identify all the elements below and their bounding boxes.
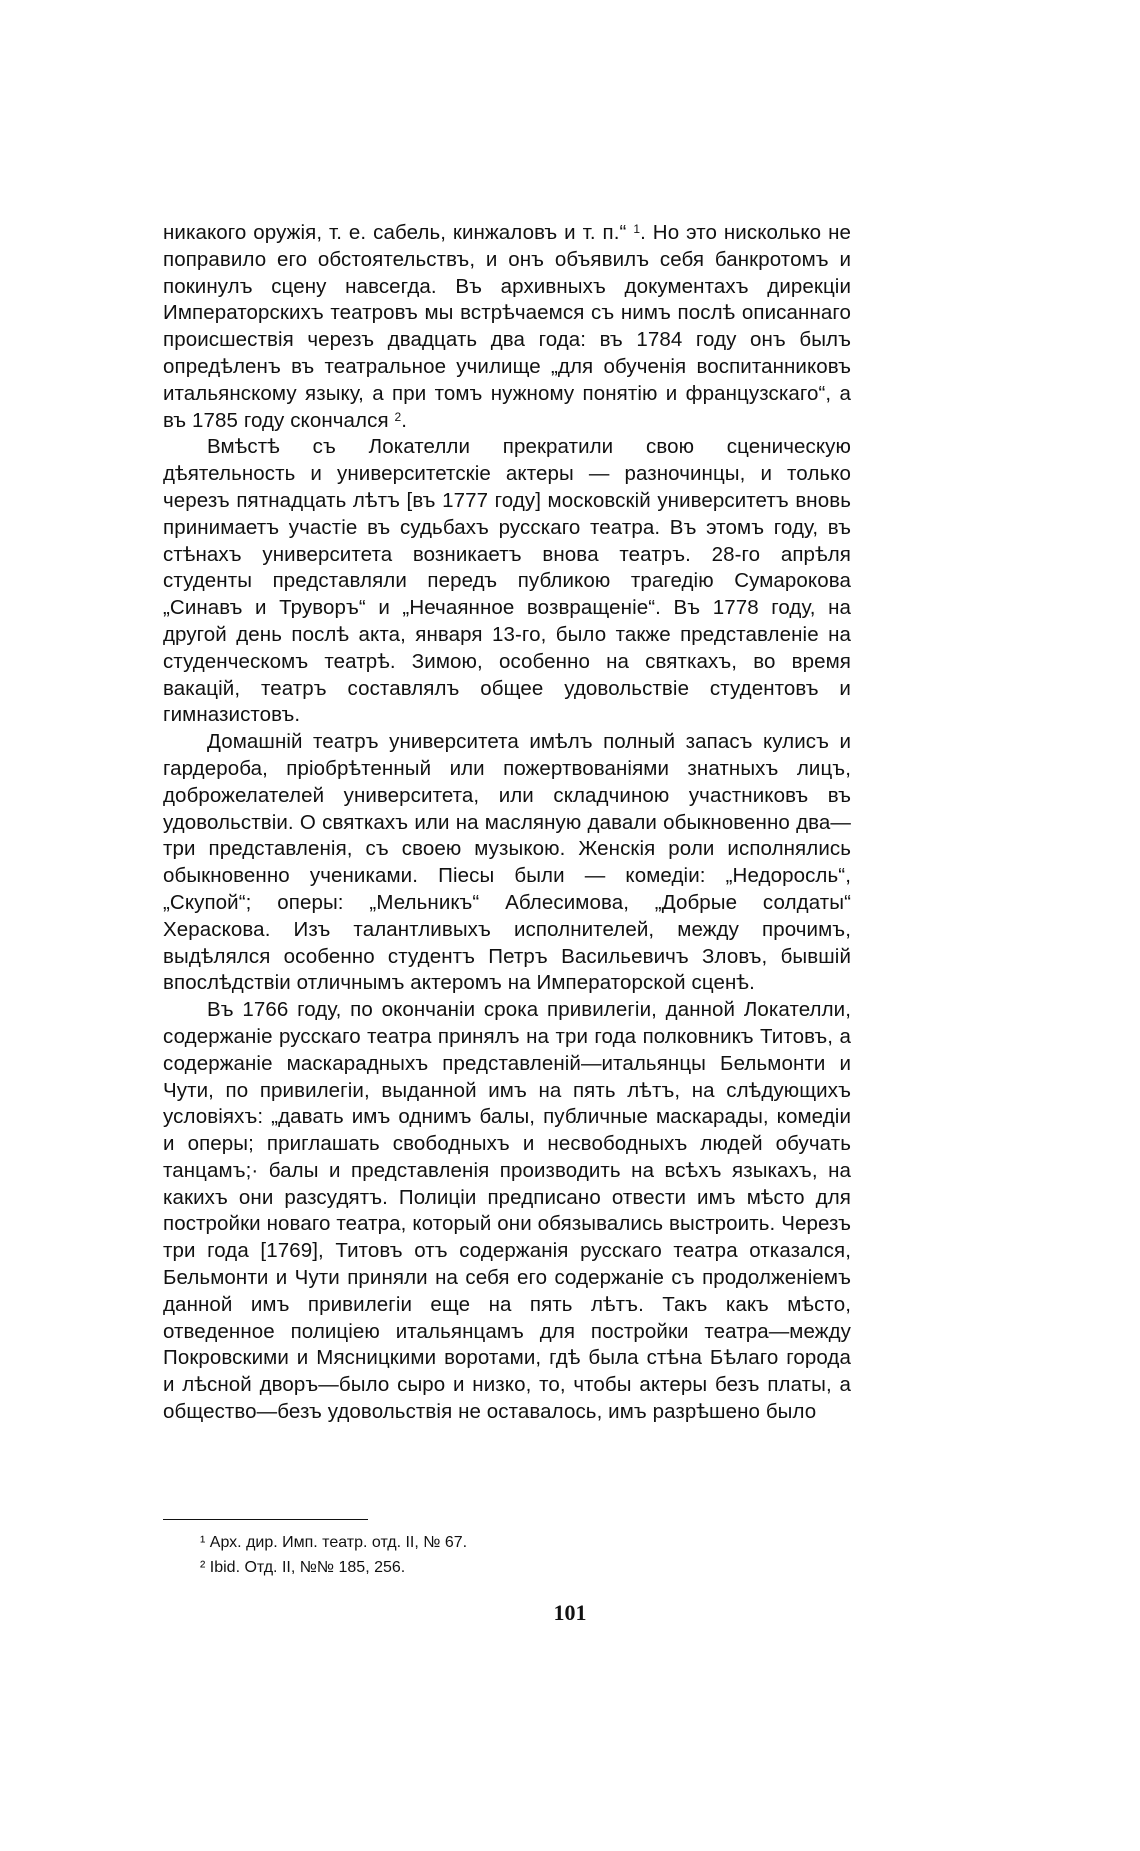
footnote-divider	[163, 1519, 368, 1520]
paragraph-1	[163, 220, 851, 434]
footnote-2	[200, 1555, 800, 1580]
footnote-1-text: Арх. дир. Имп. театр. отд. II, № 67.	[209, 1534, 468, 1551]
paragraph-4: Въ 1766 году, по окончаніи срока привилегіи, данной Локателли, содержаніе русскаго театра принялъ на три года полковникъ Титовъ, а содержаніе маскарадныхъ представленій—итальянцы Бельмонти и Чути, по привилегіи, выданной имъ на пять лѣтъ, на слѣдующихъ условіяхъ: „давать имъ однимъ балы, публичные маскарады, комедіи и оперы; приглашать свободныхъ и несвободныхъ людей обучать танцамъ;· балы и представленія производить на всѣхъ языкахъ, на какихъ они разсудятъ. Полиціи предписано отвести имъ мѣсто для постройки новаго театра, который они обязывались выстроить. Черезъ три года [1769], Титовъ отъ содержанія русскаго театра отказался, Бельмонти и Чути приняли на себя его содержаніе съ продолженіемъ данной имъ привилегіи еще на пять лѣтъ. Такъ какъ мѣсто, отведенное полиціею итальянцамъ для постройки театра—между Покровскими и Мясницкими воротами, гдѣ была стѣна Бѣлаго города и лѣсной дворъ—было сыро и низко, то, чтобы актеры безъ платы, а общество—безъ удовольствія не оставалось, имъ разрѣшено было	[163, 998, 851, 1424]
paragraph-3: Домашній театръ университета имѣлъ полный запасъ кулисъ и гардероба, пріобрѣтенный или пожертвованіями знатныхъ лицъ, доброжелателей университета, или складчиною участниковъ въ удовольствіи. О святкахъ или на масляную давали обыкновенно два—три представленія, съ своею музыкою. Женскія роли исполнялись обыкновенно учениками. Піесы были — комедіи: „Недоросль“, „Скупой“; оперы: „Мельникъ“ Аблесимова, „Добрые солдаты“ Хераскова. Изъ талантливыхъ исполнителей, между прочимъ, выдѣлялся особенно студентъ Петръ Васильевичъ Зловъ, бывшій впослѣдствіи отличнымъ актеромъ на Императорской сценѣ.	[163, 730, 851, 995]
paragraph-1-text-c: .	[401, 408, 408, 432]
body-text	[163, 220, 851, 1426]
footnote-ref-2: 2	[394, 409, 402, 424]
footnote-2-text: Ibid. Отд. II, №№ 185, 256.	[209, 1559, 406, 1576]
footnote-1-mark: ¹	[200, 1534, 206, 1551]
footnote-ref-1: 1	[633, 222, 641, 236]
footnotes	[200, 1530, 800, 1580]
footnote-1	[200, 1530, 800, 1555]
paragraph-1-text-a: никакого оружія, т. е. сабель, кинжаловъ и т. п.“	[163, 221, 634, 244]
paragraph-2: Вмѣстѣ съ Локателли прекратили свою сценическую дѣятельность и университетскіе актеры — разночинцы, и только черезъ пятнадцать лѣтъ [въ 1777 году] московскій университетъ вновь принимаетъ участіе въ судьбахъ русскаго театра. Въ этомъ году, въ стѣнахъ университета возникаетъ вновa театръ. 28-го апрѣля студенты представляли передъ публикою трагедію Сумарокова „Синавъ и Труворъ“ и „Нечаянное возвращеніе“. Въ 1778 году, на другой день послѣ акта, января 13-го, было также представленіе на студенческомъ театрѣ. Зимою, особенно на святкахъ, во время вакацій, театръ составлялъ общее удовольствіе студентовъ и гимназистовъ.	[163, 435, 851, 727]
footnote-2-mark: ²	[200, 1559, 206, 1576]
paragraph-1-text-b: . Но это нисколько не поправило его обстоятельствъ, и онъ объявилъ себя банкротомъ и покинулъ сцену навсегда. Въ архивныхъ документахъ дирекціи Императорскихъ театровъ мы встрѣчаемся съ нимъ послѣ описаннаго происшествія черезъ двадцать два года: въ 1784 году онъ былъ опредѣленъ въ театральное училище „для обученія воспитанниковъ итальянскому языку, а при томъ нужному понятію и французскаго“, а въ 1785 году скончался	[163, 221, 851, 432]
page-number: 101	[553, 1600, 587, 1625]
